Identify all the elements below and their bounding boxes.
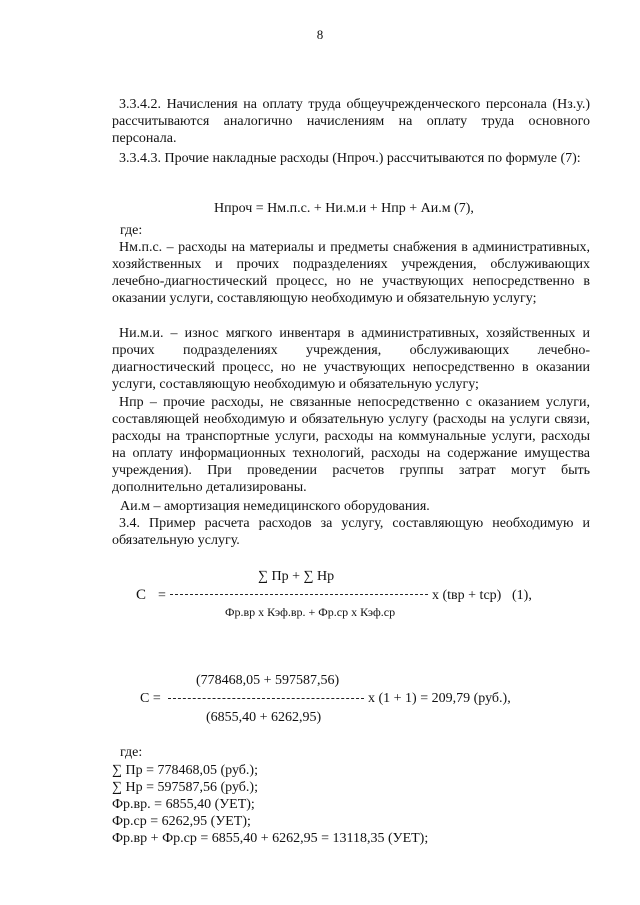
paragraph-3-4: 3.4. Пример расчета расходов за услугу, составляющую необходимую и обязательную услугу. [112,516,590,548]
definition-npr: Нпр – прочие расходы, не связанные непосредственно с оказанием услуги, составляющей необходимую и обязательную услугу (расходы на услуги связи, расходы на транспортные услуги, расходы на коммунальные услуги, расходы на оплату информационных технологий, расходы на содержание имущества учреждения). При проведении расчетов группы затрат могут быть дополнительно детализированы. [112,395,590,495]
result-line: ∑ Нр = 597587,56 (руб.); [112,780,258,795]
where-label-2: где: [120,745,143,760]
formula-1-fraction-bar [170,594,428,595]
calc-numerator: (778468,05 + 597587,56) [196,673,340,688]
formula-7: Нпроч = Нм.п.с. + Ни.м.и + Нпр + Аи.м (7), [214,201,474,216]
result-line: ∑ Пр = 778468,05 (руб.); [112,763,258,778]
formula-1-numerator: ∑ Пр + ∑ Нр [258,569,335,584]
definition-nimi: Ни.м.и. – износ мягкого инвентаря в административных, хозяйственных и прочих подразделениях учреждения, обслуживающих лечебно-диагностический процесс, но не участвующих непосредственно в оказании услуги, составляющую необходимую и обязательную услугу; [112,326,590,392]
calc-rhs: х (1 + 1) = 209,79 (руб.), [368,691,511,706]
result-line: Фр.вр. = 6855,40 (УЕТ); [112,797,255,812]
result-line: Фр.вр + Фр.ср = 6855,40 + 6262,95 = 13118,35 (УЕТ); [112,831,429,846]
calc-lhs: С = [140,691,161,706]
page-number: 8 [316,27,324,42]
result-line: Фр.ср = 6262,95 (УЕТ); [112,814,251,829]
calc-denominator: (6855,40 + 6262,95) [206,710,322,725]
formula-1-denominator: Фр.вр х Кэф.вр. + Фр.ср х Кэф.ср [225,605,396,619]
calc-fraction-bar [168,698,364,699]
formula-1-eq: = [158,588,166,603]
definition-aim: Аи.м – амортизация немедицинского оборудования. [120,499,430,514]
where-label: где: [120,223,143,238]
paragraph-3-3-4-2: 3.3.4.2. Начисления на оплату труда общеучрежденческого персонала (Нз.у.) рассчитываются аналогично начислениям на оплату труда основного персонала. [112,97,590,146]
paragraph-3-3-4-3: 3.3.4.3. Прочие накладные расходы (Нпроч.) рассчитываются по формуле (7): [119,151,581,166]
formula-1-lhs: С [136,587,147,603]
formula-1-tag: (1), [512,588,532,603]
formula-1-rhs: х (tвр + tср) [432,588,502,603]
definition-nmps: Нм.п.с. – расходы на материалы и предметы снабжения в административных, хозяйственных и прочих подразделениях учреждения, обслуживающих лечебно-диагностический процесс, но не участвующих непосредственно в оказании услуги, составляющую необходимую и обязательную услугу; [112,240,590,306]
